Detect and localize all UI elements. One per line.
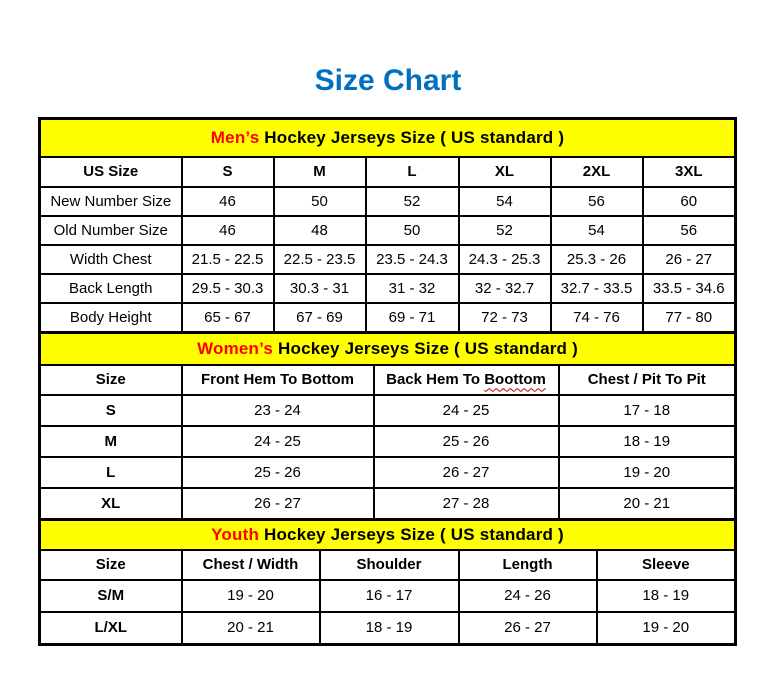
- youth-band-highlight: Youth: [211, 525, 260, 545]
- womens-row-label: M: [40, 426, 182, 457]
- womens-table-row: [40, 395, 736, 426]
- womens-table-row: [40, 488, 736, 520]
- mens-size-value-cell: 24.3 - 25.3: [459, 245, 551, 274]
- mens-size-value-cell: 74 - 76: [551, 303, 643, 333]
- mens-size-value-cell: 60: [643, 187, 736, 216]
- mens-size-value-cell: 31 - 32: [366, 274, 459, 303]
- womens-size-value-cell: 24 - 25: [182, 426, 374, 457]
- mens-size-value-cell: 32.7 - 33.5: [551, 274, 643, 303]
- mens-size-value-cell: 26 - 27: [643, 245, 736, 274]
- page-title: Size Chart: [314, 64, 462, 97]
- header-text-prefix: Back Hem To: [386, 371, 485, 389]
- womens-size-value-cell: 25 - 26: [182, 457, 374, 488]
- mens-row-label: Back Length: [40, 274, 182, 303]
- mens-size-value-cell: 77 - 80: [643, 303, 736, 333]
- womens-size-value-cell: 25 - 26: [374, 426, 559, 457]
- mens-size-value-cell: 50: [274, 187, 366, 216]
- youth-table-row: [40, 580, 736, 612]
- womens-row-label: XL: [40, 488, 182, 520]
- mens-size-value-cell: 46: [182, 216, 274, 245]
- mens-size-value-cell: 50: [366, 216, 459, 245]
- mens-band-rest: Hockey Jerseys Size ( US standard ): [259, 128, 565, 148]
- mens-size-value-cell: 56: [551, 187, 643, 216]
- mens-row-label: Body Height: [40, 303, 182, 333]
- mens-column-header: 2XL: [551, 157, 643, 187]
- youth-size-table: [38, 518, 737, 646]
- youth-column-header: Shoulder: [320, 550, 459, 580]
- womens-column-header: Size: [40, 365, 182, 395]
- mens-size-value-cell: 23.5 - 24.3: [366, 245, 459, 274]
- womens-size-value-cell: 18 - 19: [559, 426, 736, 457]
- youth-column-header: Length: [459, 550, 597, 580]
- mens-size-value-cell: 65 - 67: [182, 303, 274, 333]
- mens-size-value-cell: 56: [643, 216, 736, 245]
- mens-column-header: XL: [459, 157, 551, 187]
- mens-column-header: 3XL: [643, 157, 736, 187]
- mens-size-value-cell: 52: [366, 187, 459, 216]
- youth-row-label: S/M: [40, 580, 182, 612]
- mens-size-value-cell: 52: [459, 216, 551, 245]
- womens-size-value-cell: 26 - 27: [374, 457, 559, 488]
- womens-size-value-cell: 20 - 21: [559, 488, 736, 520]
- youth-size-value-cell: 18 - 19: [320, 612, 459, 645]
- mens-size-value-cell: 48: [274, 216, 366, 245]
- womens-band-rest: Hockey Jerseys Size ( US standard ): [273, 339, 578, 359]
- mens-column-header: US Size: [40, 157, 182, 187]
- mens-size-table: [38, 117, 737, 334]
- mens-table-row: [40, 245, 736, 274]
- mens-size-value-cell: 69 - 71: [366, 303, 459, 333]
- youth-size-value-cell: 24 - 26: [459, 580, 597, 612]
- mens-size-value-cell: 54: [459, 187, 551, 216]
- youth-column-header: Chest / Width: [182, 550, 320, 580]
- womens-size-value-cell: 23 - 24: [182, 395, 374, 426]
- mens-size-value-cell: 54: [551, 216, 643, 245]
- mens-table-row: [40, 216, 736, 245]
- womens-row-label: L: [40, 457, 182, 488]
- womens-size-value-cell: 24 - 25: [374, 395, 559, 426]
- youth-size-value-cell: 20 - 21: [182, 612, 320, 645]
- youth-table-row: [40, 612, 736, 645]
- mens-size-value-cell: 72 - 73: [459, 303, 551, 333]
- mens-size-value-cell: 30.3 - 31: [274, 274, 366, 303]
- mens-band-title: [40, 119, 736, 158]
- mens-size-value-cell: 25.3 - 26: [551, 245, 643, 274]
- womens-size-table: [38, 331, 737, 521]
- womens-size-value-cell: 17 - 18: [559, 395, 736, 426]
- womens-table-row: [40, 426, 736, 457]
- youth-band-title: [40, 520, 736, 551]
- mens-size-value-cell: 21.5 - 22.5: [182, 245, 274, 274]
- mens-table-row: [40, 303, 736, 333]
- mens-column-header: S: [182, 157, 274, 187]
- womens-column-header: Front Hem To Bottom: [182, 365, 374, 395]
- mens-size-value-cell: 46: [182, 187, 274, 216]
- womens-table-body: [40, 333, 736, 520]
- youth-row-label: L/XL: [40, 612, 182, 645]
- mens-size-value-cell: 67 - 69: [274, 303, 366, 333]
- youth-size-value-cell: 19 - 20: [597, 612, 736, 645]
- mens-table-body: [40, 119, 736, 333]
- womens-column-header: Chest / Pit To Pit: [559, 365, 736, 395]
- youth-size-value-cell: 19 - 20: [182, 580, 320, 612]
- youth-column-header: Size: [40, 550, 182, 580]
- womens-table-row: [40, 457, 736, 488]
- mens-row-label: New Number Size: [40, 187, 182, 216]
- youth-size-value-cell: 26 - 27: [459, 612, 597, 645]
- mens-row-label: Old Number Size: [40, 216, 182, 245]
- mens-column-header: L: [366, 157, 459, 187]
- mens-table-row: [40, 274, 736, 303]
- mens-table-row: [40, 187, 736, 216]
- mens-size-value-cell: 22.5 - 23.5: [274, 245, 366, 274]
- mens-size-value-cell: 29.5 - 30.3: [182, 274, 274, 303]
- womens-band-highlight: Women’s: [197, 339, 274, 359]
- youth-size-value-cell: 16 - 17: [320, 580, 459, 612]
- mens-row-label: Width Chest: [40, 245, 182, 274]
- mens-column-header: M: [274, 157, 366, 187]
- youth-table-body: [40, 520, 736, 645]
- misspelled-word: Boottom: [484, 371, 546, 389]
- mens-band-highlight: Men’s: [210, 128, 260, 148]
- womens-size-value-cell: 26 - 27: [182, 488, 374, 520]
- youth-band-rest: Hockey Jerseys Size ( US standard ): [259, 525, 564, 545]
- womens-band-title: [40, 333, 736, 366]
- womens-size-value-cell: 27 - 28: [374, 488, 559, 520]
- size-tables-container: [38, 117, 734, 646]
- mens-size-value-cell: 32 - 32.7: [459, 274, 551, 303]
- womens-column-header: [374, 365, 559, 395]
- youth-size-value-cell: 18 - 19: [597, 580, 736, 612]
- womens-row-label: S: [40, 395, 182, 426]
- youth-column-header: Sleeve: [597, 550, 736, 580]
- mens-size-value-cell: 33.5 - 34.6: [643, 274, 736, 303]
- womens-size-value-cell: 19 - 20: [559, 457, 736, 488]
